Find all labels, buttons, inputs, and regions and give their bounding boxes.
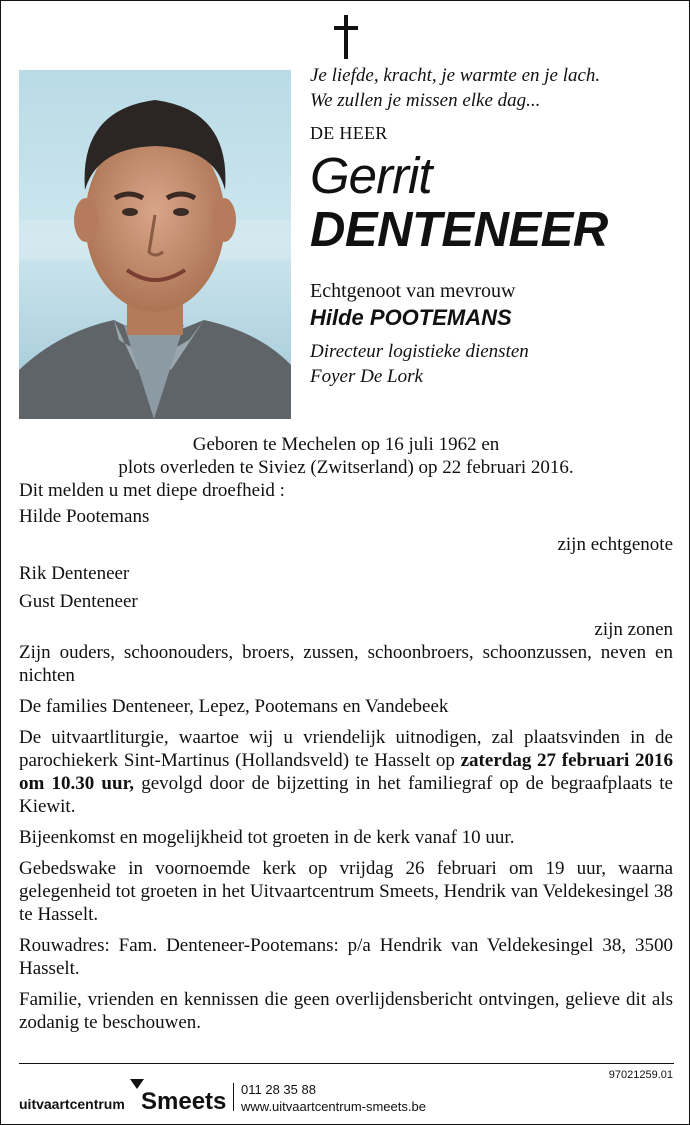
spouse-intro: Echtgenoot van mevrouw bbox=[310, 280, 516, 302]
son-2: Gust Denteneer bbox=[19, 591, 138, 612]
birth-line: Geboren te Mechelen op 16 juli 1962 en bbox=[192, 434, 500, 455]
wife-name: Hilde Pootemans bbox=[19, 506, 150, 527]
announcement: Dit melden u met diepe droefheid : bbox=[19, 480, 285, 501]
job-line-2: Foyer De Lork bbox=[310, 366, 423, 387]
verse-line-1: Je liefde, kracht, je warmte en je lach. bbox=[310, 65, 601, 86]
title-prefix: DE HEER bbox=[310, 123, 388, 143]
funeral-home-logo bbox=[19, 1079, 239, 1119]
header-text-block bbox=[310, 63, 680, 389]
portrait-photo bbox=[19, 70, 291, 419]
logo-big-text: Smeets bbox=[141, 1088, 227, 1115]
funeral-paragraph: De uitvaartliturgie, waartoe wij u vriendelijk uitnodigen, zal plaatsvinden in de parochiekerk Sint-Martinus (Hollandsveld) te Hasselt op zaterdag 27 februari 2016 om 10.30 uur, gevolgd door de bijzetting in het familiegraf op de begraafplaats te Kiewit. bbox=[19, 727, 673, 817]
obituary-body bbox=[19, 433, 673, 1034]
funeral-date: zaterdag 27 februari 2016 om 10.30 uur, bbox=[19, 750, 673, 794]
mourning-address: Rouwadres: Fam. Denteneer-Pootemans: p/a Hendrik van Veldekesingel 38, 3500 Hasselt. bbox=[19, 935, 673, 979]
logo-small-text: uitvaartcentrum bbox=[19, 1096, 125, 1112]
job-line-1: Directeur logistieke diensten bbox=[310, 341, 529, 362]
gathering: Bijeenkomst en mogelijkheid tot groeten in de kerk vanaf 10 uur. bbox=[19, 827, 515, 848]
vigil: Gebedswake in voornoemde kerk op vrijdag 26 februari om 19 uur, waarna gelegenheid tot groeten in het Uitvaartcentrum Smeets, Hendrik van Veldekesingel 38 te Hasselt. bbox=[19, 858, 673, 925]
relatives: Zijn ouders, schoonouders, broers, zussen, schoonbroers, schoonzussen, neven en nichten bbox=[19, 642, 673, 686]
phone-number: 011 28 35 88 bbox=[241, 1082, 316, 1097]
reference-number: 97021259.01 bbox=[608, 1069, 673, 1081]
wife-role: zijn echtgenote bbox=[557, 534, 673, 555]
sons-role: zijn zonen bbox=[594, 619, 673, 640]
website-link[interactable]: www.uitvaartcentrum-smeets.be bbox=[241, 1099, 426, 1114]
footer-divider bbox=[19, 1063, 674, 1064]
verse-line-2: We zullen je missen elke dag... bbox=[310, 90, 541, 111]
deceased-first-name: Gerrit bbox=[310, 147, 432, 204]
deceased-last-name: DENTENEER bbox=[310, 203, 608, 257]
families: De families Denteneer, Lepez, Pootemans en Vandebeek bbox=[19, 696, 449, 717]
spouse-name: Hilde POOTEMANS bbox=[310, 305, 512, 330]
footer-separator bbox=[233, 1083, 234, 1111]
footer-contact bbox=[241, 1081, 426, 1115]
closing-note: Familie, vrienden en kennissen die geen overlijdensbericht ontvingen, gelieve dit als zodanig te beschouwen. bbox=[19, 989, 673, 1033]
death-line: plots overleden te Siviez (Zwitserland) op 22 februari 2016. bbox=[118, 457, 574, 478]
son-1: Rik Denteneer bbox=[19, 563, 130, 584]
cross-icon bbox=[334, 15, 358, 59]
